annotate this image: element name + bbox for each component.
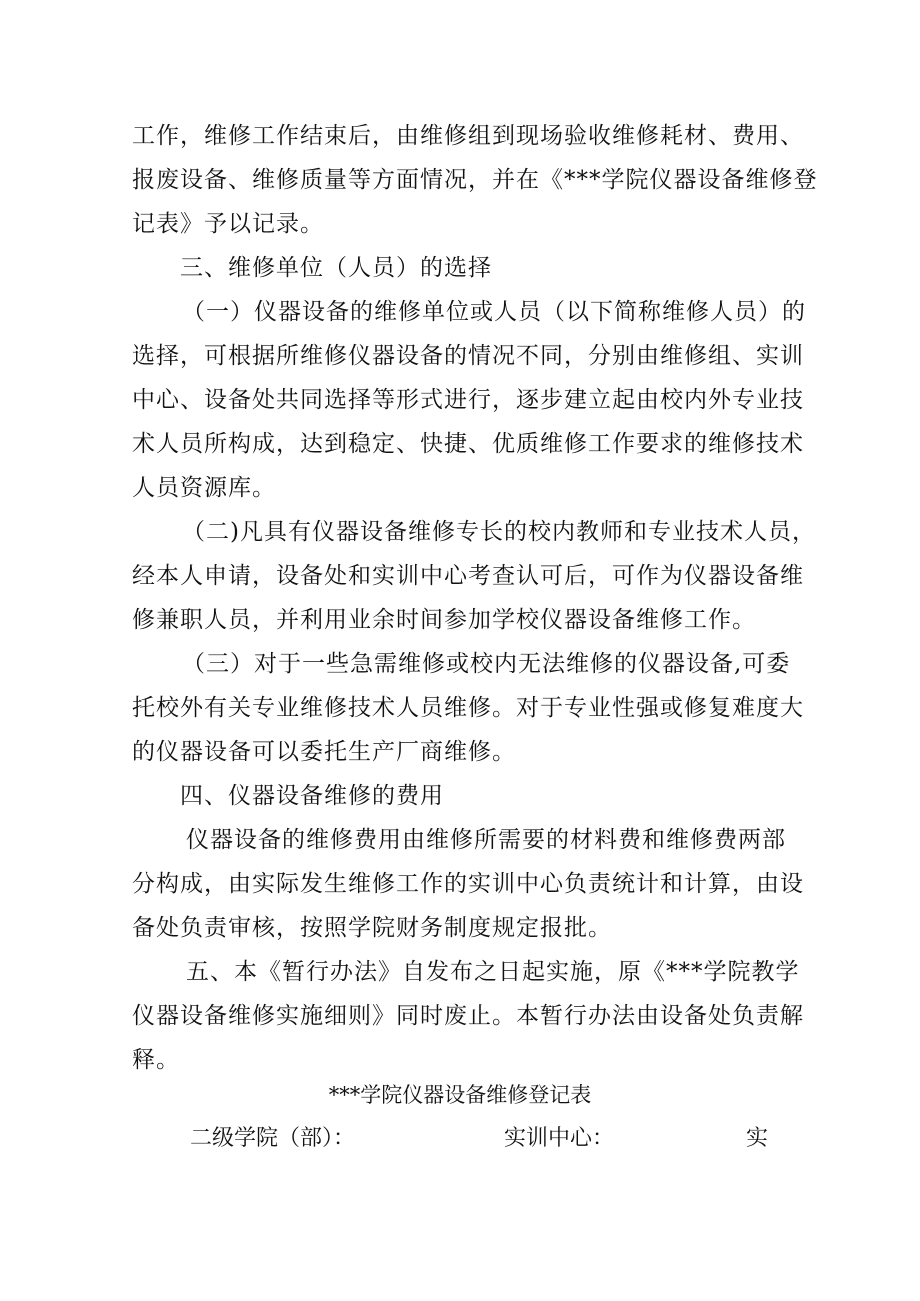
body-line-8: 术人员所构成，达到稳定、快捷、优质维修工作要求的维修技术 [132,431,804,457]
body-line-18: 分构成，由实际发生维修工作的实训中心负责统计和计算，由设 [132,871,804,897]
body-line-10: （二)凡具有仪器设备维修专长的校内教师和专业技术人员， [182,519,816,545]
body-line-7: 中心、设备处共同选择等形式进行，逐步建立起由校内外专业技 [132,387,804,413]
body-line-11: 经本人申请，设备处和实训中心考查认可后，可作为仪器设备维 [132,563,804,589]
training-center-label: 实训中心： [504,1126,615,1151]
section-heading-4: 四、仪器设备维修的费用 [180,783,444,809]
body-line-12: 修兼职人员，并利用业余时间参加学校仪器设备维修工作。 [132,607,756,633]
body-line-9: 人员资源库。 [132,475,276,501]
body-line-6: 选择，可根据所维修仪器设备的情况不同，分别由维修组、实训 [132,343,804,369]
truncated-label: 实 [746,1126,769,1151]
body-line-1: 工作，维修工作结束后，由维修组到现场验收维修耗材、费用、 [132,123,804,149]
section-heading-5: 五、本《暂行办法》自发布之日起实施，原《***学院教学 [186,959,800,985]
department-label: 二级学院（部）： [190,1126,356,1151]
section-heading-3: 三、维修单位（人员）的选择 [180,255,492,281]
body-line-13: （三）对于一些急需维修或校内无法维修的仪器设备,可委 [182,651,791,677]
body-line-22: 释。 [132,1047,180,1073]
form-title: ***学院仪器设备维修登记表 [328,1083,592,1107]
body-line-21: 仪器设备维修实施细则》同时废止。本暂行办法由设备处负责解 [132,1003,804,1029]
body-line-5: （一）仪器设备的维修单位或人员（以下简称维修人员）的 [182,299,806,325]
body-line-17: 仪器设备的维修费用由维修所需要的材料费和维修费两部 [186,827,786,853]
body-line-2: 报废设备、维修质量等方面情况，并在《***学院仪器设备维修登 [132,167,818,193]
body-line-14: 托校外有关专业维修技术人员维修。对于专业性强或修复难度大 [132,695,804,721]
body-line-3: 记表》予以记录。 [132,211,324,237]
body-line-19: 备处负责审核，按照学院财务制度规定报批。 [132,915,612,941]
body-line-15: 的仪器设备可以委托生产厂商维修。 [132,739,516,765]
